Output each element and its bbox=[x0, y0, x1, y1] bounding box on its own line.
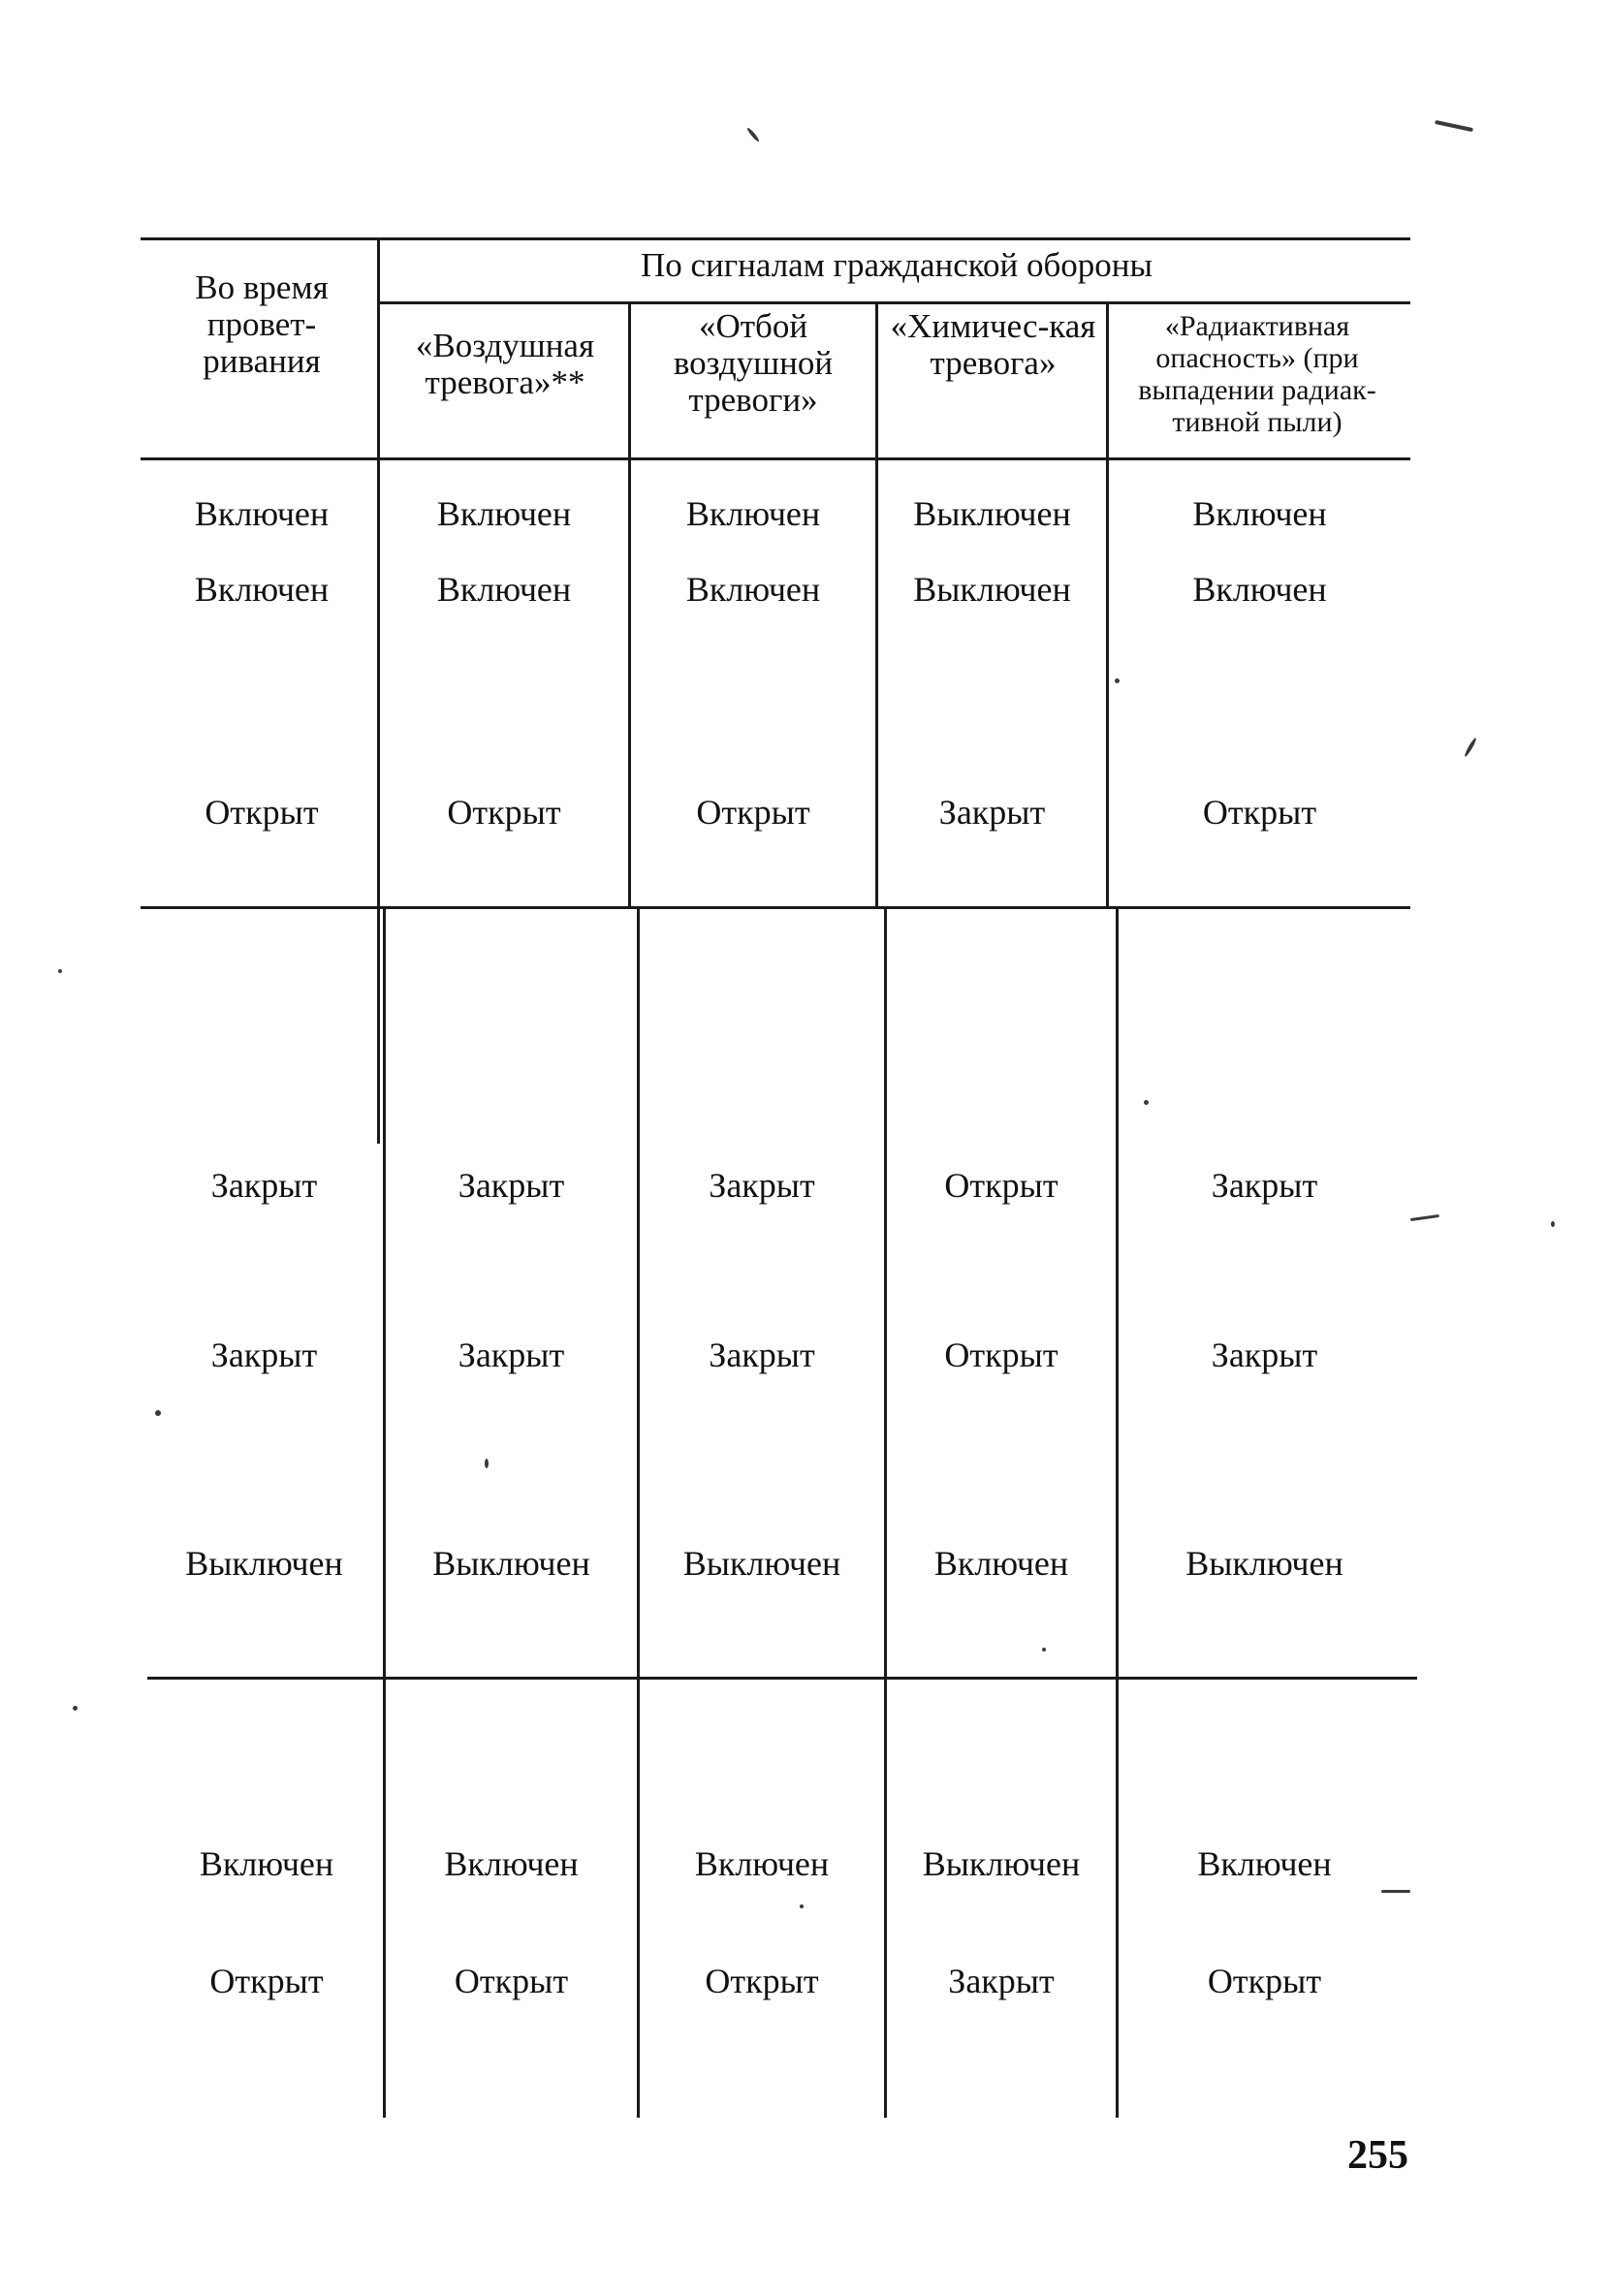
scan-noise bbox=[485, 1459, 489, 1468]
table-cell: Включен bbox=[444, 1844, 579, 1883]
table-cell: Включен bbox=[685, 570, 821, 609]
table-top-rule bbox=[141, 237, 1410, 240]
table-cell: Включен bbox=[436, 494, 572, 533]
table-cell: Открыт bbox=[447, 793, 561, 832]
table-cell: Включен bbox=[694, 1844, 830, 1883]
scan-noise bbox=[73, 1706, 78, 1711]
scan-noise bbox=[58, 969, 62, 973]
col-divider-3-lower bbox=[884, 906, 887, 2118]
table-cell: Включен bbox=[933, 1544, 1069, 1583]
table-cell: Открыт bbox=[696, 793, 810, 832]
scan-noise bbox=[1410, 1214, 1439, 1221]
table-cell: Включен bbox=[1192, 570, 1327, 609]
table-cell: Закрыт bbox=[948, 1962, 1055, 2000]
table-cell: Открыт bbox=[944, 1336, 1058, 1374]
table-cell: Закрыт bbox=[210, 1336, 318, 1374]
col-divider-2-lower bbox=[637, 906, 640, 2118]
col-divider-1 bbox=[377, 237, 380, 1144]
header-all-clear: «Отбой воздушной тревоги» bbox=[673, 307, 834, 419]
table-cell: Выключен bbox=[682, 1544, 841, 1583]
table-cell: Закрыт bbox=[210, 1166, 318, 1205]
table-cell: Закрыт bbox=[938, 793, 1046, 832]
table-cell: Закрыт bbox=[709, 1336, 815, 1374]
table-cell: Закрыт bbox=[458, 1166, 565, 1205]
table-cell: Выключен bbox=[1185, 1544, 1343, 1583]
table-cell: Открыт bbox=[209, 1962, 324, 2000]
table-cell: Выключен bbox=[432, 1544, 590, 1583]
header-air-raid: «Воздушная тревога»** bbox=[415, 327, 595, 401]
table-cell: Открыт bbox=[1202, 793, 1317, 832]
table-cell: Выключен bbox=[913, 570, 1071, 609]
scan-noise bbox=[1115, 678, 1120, 683]
table-cell: Включен bbox=[199, 1844, 334, 1883]
table-cell: Включен bbox=[1197, 1844, 1332, 1883]
col-divider-4-lower bbox=[1116, 906, 1119, 2118]
header-civil-defense-signals: По сигналам гражданской обороны bbox=[640, 246, 1153, 284]
table-cell: Включен bbox=[436, 570, 572, 609]
table-cell: Включен bbox=[194, 494, 330, 533]
table-cell: Закрыт bbox=[709, 1166, 815, 1205]
scan-noise bbox=[1464, 737, 1477, 757]
page-number: 255 bbox=[1347, 2133, 1408, 2178]
table-cell: Выключен bbox=[922, 1844, 1081, 1883]
section-rule-2 bbox=[147, 1677, 1417, 1680]
scan-noise bbox=[1144, 1100, 1149, 1105]
scan-noise bbox=[1381, 1890, 1410, 1893]
table-cell: Включен bbox=[1192, 494, 1327, 533]
table-cell: Открыт bbox=[705, 1962, 819, 2000]
table-cell: Закрыт bbox=[1211, 1166, 1318, 1205]
scan-noise bbox=[1042, 1648, 1046, 1651]
table-cell: Выключен bbox=[913, 494, 1071, 533]
section-rule-1 bbox=[141, 906, 1410, 909]
table-cell: Открыт bbox=[454, 1962, 569, 2000]
table-cell: Открыт bbox=[205, 793, 319, 832]
table-cell: Открыт bbox=[1207, 1962, 1322, 2000]
table-cell: Закрыт bbox=[1211, 1336, 1318, 1374]
header-chemical-alarm: «Химичес-кая тревога» bbox=[890, 307, 1096, 382]
header-bottom-rule bbox=[141, 457, 1410, 460]
table-cell: Включен bbox=[194, 570, 330, 609]
table-cell: Открыт bbox=[944, 1166, 1058, 1205]
scan-noise bbox=[1551, 1221, 1555, 1227]
header-group-rule bbox=[380, 301, 1410, 304]
col-divider-1-lower bbox=[383, 906, 386, 2118]
header-ventilation: Во время провет-ривания bbox=[195, 268, 329, 380]
scan-noise bbox=[155, 1410, 161, 1416]
table-cell: Выключен bbox=[185, 1544, 343, 1583]
table-cell: Закрыт bbox=[458, 1336, 565, 1374]
scan-noise bbox=[800, 1904, 804, 1908]
scan-noise bbox=[1435, 120, 1473, 132]
table-cell: Включен bbox=[685, 494, 821, 533]
header-radiation-danger: «Радиактивная опасность» (при выпадении радиак-тивной пыли) bbox=[1138, 310, 1376, 438]
scan-noise bbox=[746, 127, 761, 142]
